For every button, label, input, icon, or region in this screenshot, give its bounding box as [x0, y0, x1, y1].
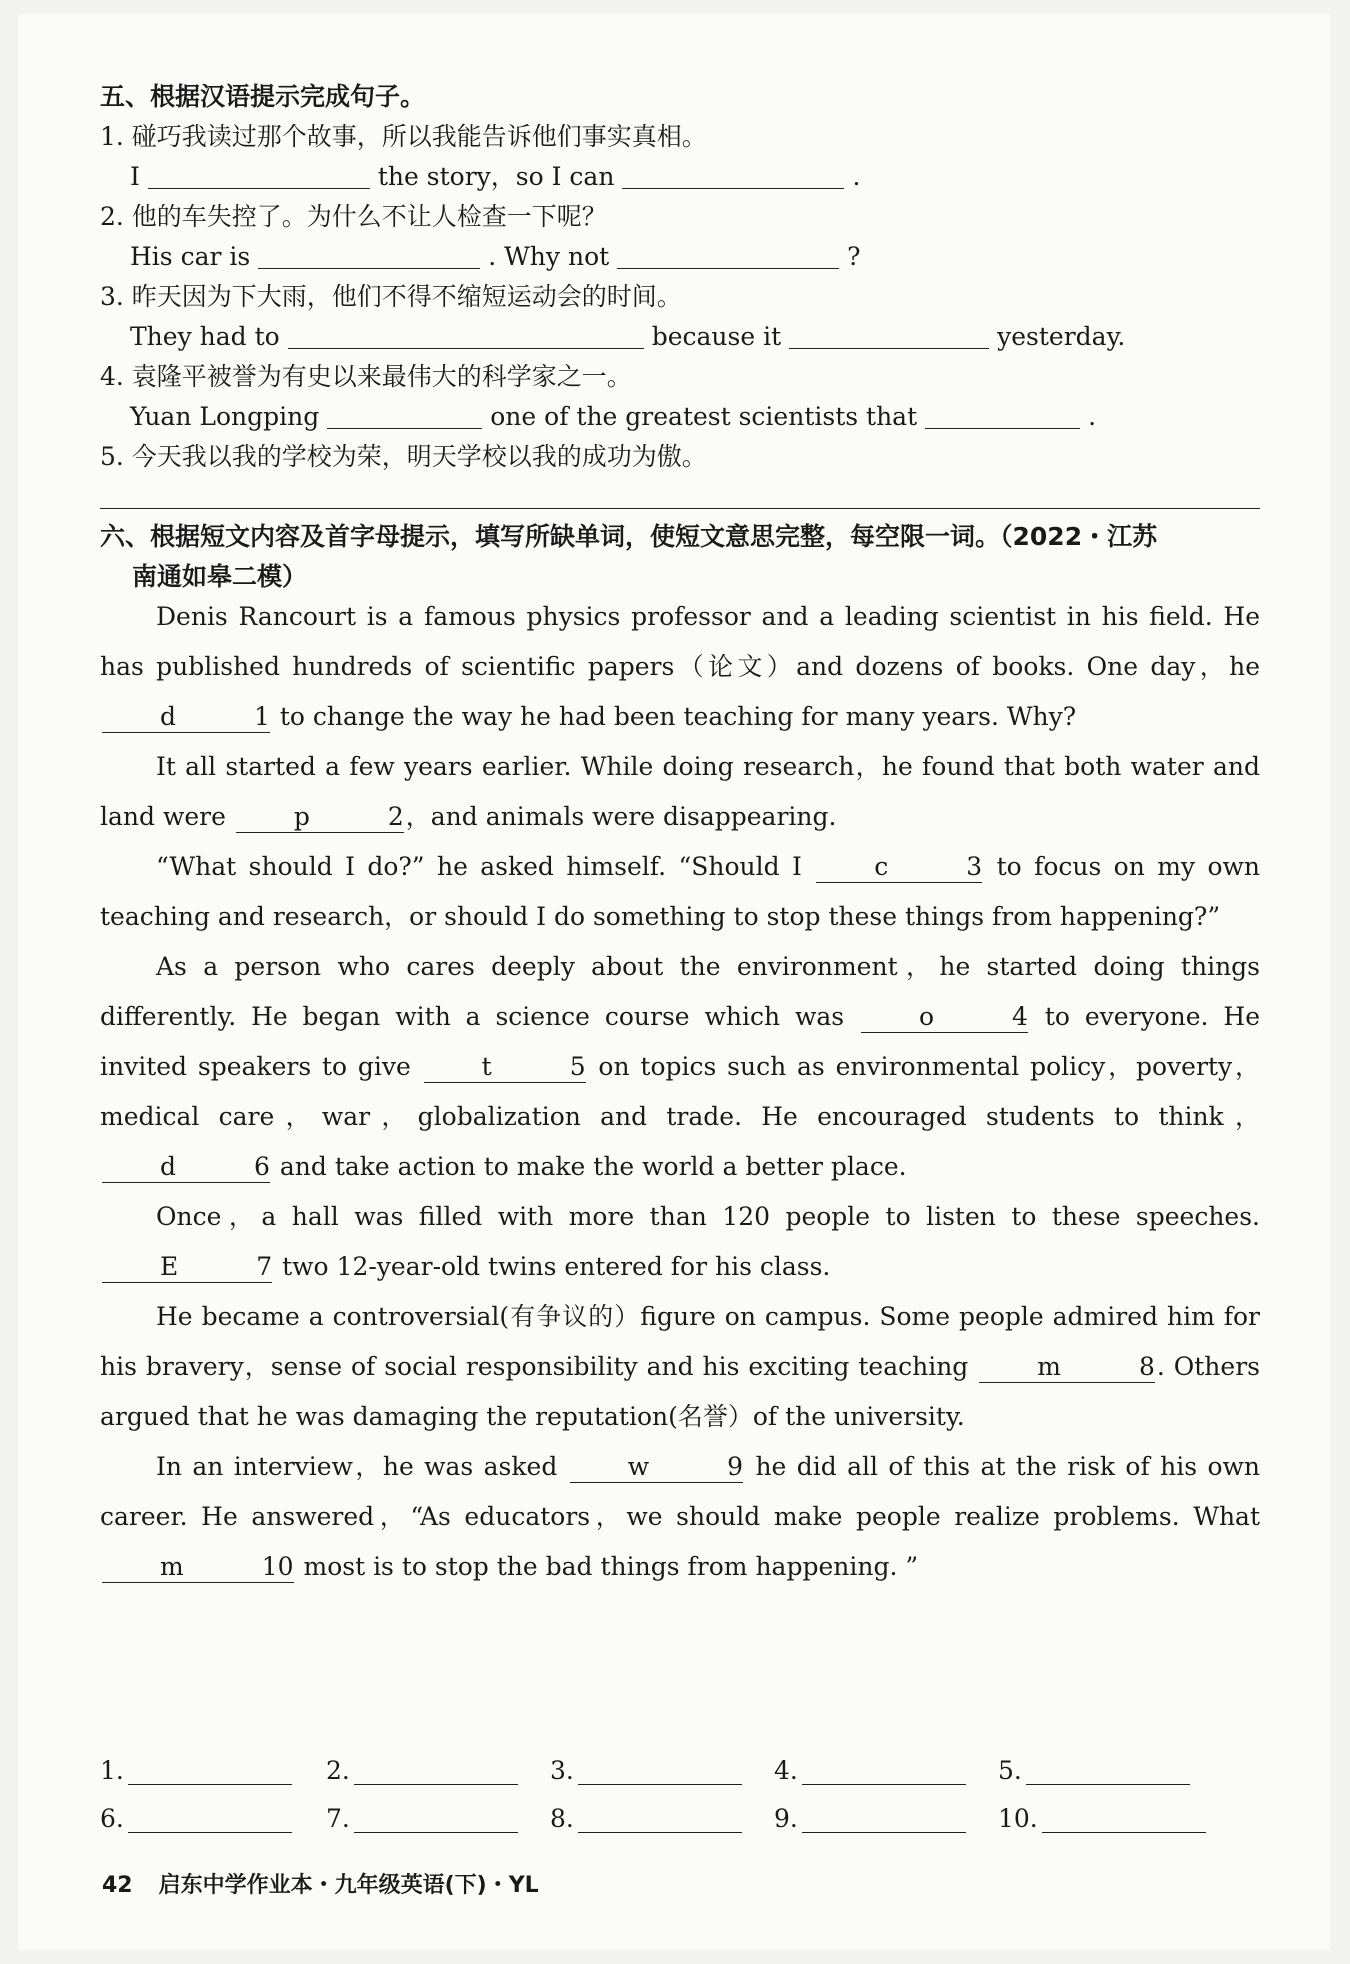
answer-slot-5[interactable]: 5. [998, 1756, 1190, 1785]
answer-slot-4[interactable]: 4. [774, 1756, 966, 1785]
s5-item1-chinese: 1. 碰巧我读过那个故事，所以我能告诉他们事实真相。 [100, 122, 707, 151]
s5-item1-blank-b[interactable] [622, 162, 844, 189]
s5-item4-chinese: 4. 袁隆平被誉为有史以来最伟大的科学家之一。 [100, 362, 632, 391]
section5-heading: 五、根据汉语提示完成句子。 [100, 82, 426, 111]
section6-heading: 六、根据短文内容及首字母提示，填写所缺单词，使短文意思完整，每空限一词。（2022・江苏 [100, 522, 1158, 551]
s5-item3-chinese: 3. 昨天因为下大雨，他们不得不缩短运动会的时间。 [100, 282, 682, 311]
answer-slot-8[interactable]: 8. [550, 1804, 742, 1833]
answer-slot-7[interactable]: 7. [326, 1804, 518, 1833]
cloze-blank-2[interactable]: p 2 [236, 802, 404, 833]
s5-item2-english: His car is . Why not ? [130, 242, 861, 271]
passage-paragraph-7: In an interview，he was asked w 9 he did all of this at the risk of his own career. He answered，“As educators，we should make people realize problems. What m 10 most is to stop the bad things from happening. ” [100, 1452, 1260, 1581]
s5-item3-blank-b[interactable] [789, 322, 989, 349]
cloze-blank-5[interactable]: t 5 [424, 1052, 586, 1083]
answer-slot-10[interactable]: 10. [998, 1804, 1206, 1833]
passage-paragraph-6: He became a controversial(有争议的）figure on campus. Some people admired him for his bravery，sense of social responsibility and his exciting teaching m 8. Others argued that he was damaging the reputation(名誉）of the university. [100, 1302, 1260, 1431]
cloze-passage [100, 592, 1260, 1592]
s5-item2-chinese: 2. 他的车失控了。为什么不让人检查一下呢？ [100, 202, 607, 231]
cloze-blank-7[interactable]: E 7 [102, 1252, 272, 1283]
passage-paragraph-3: “What should I do?” he asked himself. “Should I c 3 to focus on my own teaching and research，or should I do something to stop these things from happening?” [100, 852, 1260, 931]
page-footer [102, 1868, 539, 1899]
cloze-blank-1[interactable]: d 1 [102, 702, 270, 733]
page-number: 42 [102, 1873, 133, 1898]
passage-paragraph-2: It all started a few years earlier. While doing research，he found that both water and land were p 2，and animals were disappearing. [100, 752, 1260, 831]
answer-slot-2[interactable]: 2. [326, 1756, 518, 1785]
answer-slot-1[interactable]: 1. [100, 1756, 292, 1785]
s5-item4-english: Yuan Longping one of the greatest scientists that . [130, 402, 1097, 431]
s5-item2-blank-b[interactable] [617, 242, 839, 269]
section6-heading-source: 南通如皋二模） [132, 562, 308, 591]
book-title: 启东中学作业本・九年级英语(下)・YL [158, 1873, 539, 1898]
answer-slot-6[interactable]: 6. [100, 1804, 292, 1833]
s5-item3-english: They had to because it yesterday. [130, 322, 1126, 351]
cloze-blank-3[interactable]: c 3 [816, 852, 982, 883]
cloze-blank-9[interactable]: w 9 [570, 1452, 743, 1483]
s5-item1-english: I the story，so I can . [130, 162, 861, 191]
s5-item4-blank-b[interactable] [925, 402, 1080, 429]
cloze-blank-6[interactable]: d 6 [102, 1152, 270, 1183]
s5-item3-blank-a[interactable] [288, 322, 644, 349]
passage-paragraph-4: As a person who cares deeply about the environment，he started doing things differently. He began with a science course which was o 4 to everyone. He invited speakers to give t 5 on topics such as environmental policy，poverty，medical care，war，globalization and trade. He encouraged students to think， d 6 and take action to make the world a better place. [100, 952, 1260, 1181]
s5-item4-blank-a[interactable] [327, 402, 482, 429]
s5-item5-answer-line[interactable] [100, 508, 1260, 509]
answer-slot-3[interactable]: 3. [550, 1756, 742, 1785]
answer-slot-9[interactable]: 9. [774, 1804, 966, 1833]
passage-paragraph-5: Once，a hall was filled with more than 120 people to listen to these speeches. E 7 two 12-year-old twins entered for his class. [100, 1192, 1260, 1292]
s5-item5-chinese: 5. 今天我以我的学校为荣，明天学校以我的成功为傲。 [100, 442, 707, 471]
cloze-blank-10[interactable]: m 10 [102, 1552, 294, 1583]
s5-item2-blank-a[interactable] [258, 242, 480, 269]
cloze-blank-4[interactable]: o 4 [861, 1002, 1028, 1033]
s5-item1-blank-a[interactable] [148, 162, 370, 189]
passage-paragraph-1: Denis Rancourt is a famous physics professor and a leading scientist in his field. He has published hundreds of scientific papers（论文）and dozens of books. One day，he d 1 to change the way he had been teaching for many years. Why? [100, 602, 1260, 731]
cloze-blank-8[interactable]: m 8 [979, 1352, 1155, 1383]
